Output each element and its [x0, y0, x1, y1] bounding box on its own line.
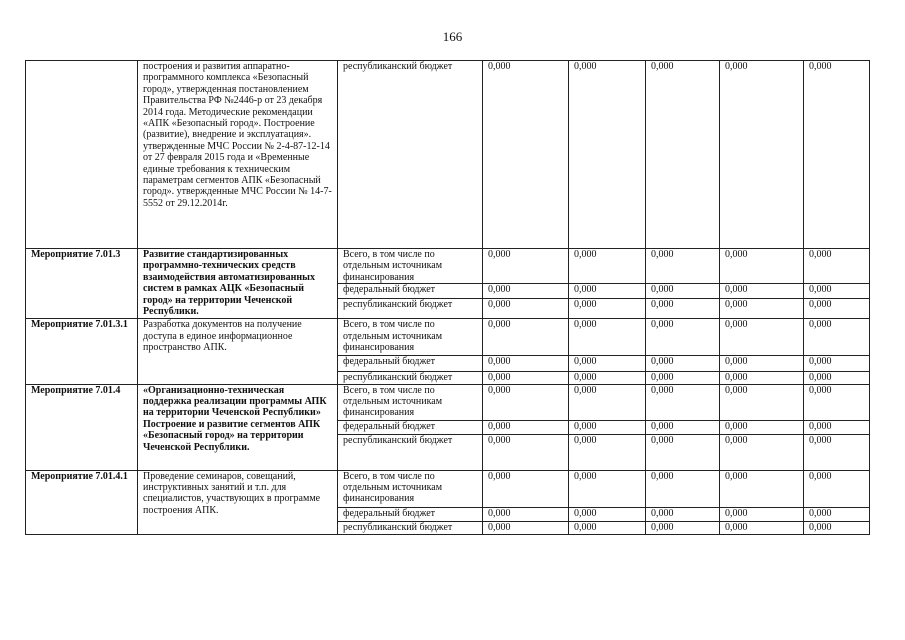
funding-value-cell: 0,000	[569, 521, 646, 534]
funding-value-cell: 0,000	[483, 470, 569, 507]
funding-value-cell: 0,000	[720, 507, 804, 521]
funding-source-cell: республиканский бюджет	[338, 521, 483, 534]
funding-value-cell: 0,000	[569, 420, 646, 434]
funding-value-cell: 0,000	[720, 61, 804, 249]
funding-value-cell: 0,000	[646, 384, 720, 420]
funding-value-cell: 0,000	[804, 372, 870, 384]
funding-source-cell: федеральный бюджет	[338, 356, 483, 372]
funding-value-cell: 0,000	[646, 319, 720, 356]
funding-value-cell: 0,000	[483, 356, 569, 372]
funding-value-cell: 0,000	[569, 249, 646, 284]
table-row	[26, 319, 870, 356]
funding-value-cell: 0,000	[483, 507, 569, 521]
funding-value-cell: 0,000	[569, 372, 646, 384]
funding-value-cell: 0,000	[646, 420, 720, 434]
funding-value-cell: 0,000	[720, 384, 804, 420]
funding-value-cell: 0,000	[569, 434, 646, 470]
funding-value-cell: 0,000	[804, 356, 870, 372]
funding-source-cell: республиканский бюджет	[338, 299, 483, 319]
funding-value-cell: 0,000	[720, 284, 804, 299]
funding-value-cell: 0,000	[720, 521, 804, 534]
funding-value-cell: 0,000	[720, 470, 804, 507]
table-row	[26, 384, 870, 420]
funding-source-cell: республиканский бюджет	[338, 434, 483, 470]
funding-value-cell: 0,000	[569, 507, 646, 521]
funding-source-cell: федеральный бюджет	[338, 420, 483, 434]
funding-value-cell: 0,000	[569, 61, 646, 249]
event-id-cell: Мероприятие 7.01.3	[26, 249, 138, 319]
program-activities-table	[25, 60, 870, 535]
funding-value-cell: 0,000	[804, 507, 870, 521]
funding-source-cell: республиканский бюджет	[338, 61, 483, 249]
funding-source-cell: Всего, в том числе по отдельным источникам финансирования	[338, 384, 483, 420]
funding-value-cell: 0,000	[483, 420, 569, 434]
funding-value-cell: 0,000	[804, 420, 870, 434]
funding-value-cell: 0,000	[483, 299, 569, 319]
funding-value-cell: 0,000	[646, 249, 720, 284]
funding-value-cell: 0,000	[720, 420, 804, 434]
funding-value-cell: 0,000	[804, 249, 870, 284]
event-description-cell: построения и развития аппаратно-программного комплекса «Безопасный город», утвержденная постановлением Правительства РФ №2446-р от 23 декабря 2014 года. Методические рекомендации «АПК «Безопасный город». Построение (развитие), внедрение и эксплуатация». утвержденные МЧС России № 2-4-87-12-14 от 27 февраля 2015 года и «Временные единые требования к техническим параметрам сегментов АПК «Безопасный город». утвержденные МЧС России № 14-7-5552 от 29.12.2014г.	[138, 61, 338, 249]
funding-source-cell: федеральный бюджет	[338, 284, 483, 299]
funding-value-cell: 0,000	[646, 372, 720, 384]
table-row	[26, 470, 870, 507]
funding-value-cell: 0,000	[569, 470, 646, 507]
funding-value-cell: 0,000	[720, 356, 804, 372]
funding-value-cell: 0,000	[646, 284, 720, 299]
funding-source-cell: Всего, в том числе по отдельным источникам финансирования	[338, 470, 483, 507]
funding-value-cell: 0,000	[646, 521, 720, 534]
funding-value-cell: 0,000	[569, 319, 646, 356]
funding-value-cell: 0,000	[720, 372, 804, 384]
funding-value-cell: 0,000	[646, 470, 720, 507]
event-id-cell	[26, 61, 138, 249]
funding-source-cell: Всего, в том числе по отдельным источникам финансирования	[338, 249, 483, 284]
funding-value-cell: 0,000	[720, 299, 804, 319]
funding-value-cell: 0,000	[483, 284, 569, 299]
funding-source-cell: Всего, в том числе по отдельным источникам финансирования	[338, 319, 483, 356]
funding-value-cell: 0,000	[646, 434, 720, 470]
funding-value-cell: 0,000	[804, 470, 870, 507]
funding-value-cell: 0,000	[483, 61, 569, 249]
funding-value-cell: 0,000	[804, 384, 870, 420]
funding-value-cell: 0,000	[483, 249, 569, 284]
funding-value-cell: 0,000	[569, 356, 646, 372]
funding-value-cell: 0,000	[804, 61, 870, 249]
funding-value-cell: 0,000	[804, 521, 870, 534]
funding-value-cell: 0,000	[720, 249, 804, 284]
funding-value-cell: 0,000	[804, 284, 870, 299]
page-number: 166	[442, 29, 463, 44]
event-description-cell: Разработка документов на получение доступа в единое информационное пространство АПК.	[138, 319, 338, 384]
funding-value-cell: 0,000	[483, 384, 569, 420]
funding-value-cell: 0,000	[646, 356, 720, 372]
funding-value-cell: 0,000	[569, 299, 646, 319]
event-id-cell: Мероприятие 7.01.4	[26, 384, 138, 470]
funding-value-cell: 0,000	[720, 434, 804, 470]
event-description-cell: «Организационно-техническая поддержка реализации программы АПК на территории Чеченской Республики» Построение и развитие сегментов АПК «Безопасный город» на территории Чеченской Республики.	[138, 384, 338, 470]
funding-value-cell: 0,000	[720, 319, 804, 356]
funding-value-cell: 0,000	[646, 507, 720, 521]
funding-value-cell: 0,000	[646, 61, 720, 249]
funding-value-cell: 0,000	[569, 284, 646, 299]
funding-value-cell: 0,000	[804, 319, 870, 356]
funding-value-cell: 0,000	[804, 299, 870, 319]
funding-value-cell: 0,000	[483, 372, 569, 384]
funding-value-cell: 0,000	[483, 521, 569, 534]
funding-value-cell: 0,000	[569, 384, 646, 420]
event-id-cell: Мероприятие 7.01.4.1	[26, 470, 138, 534]
event-id-cell: Мероприятие 7.01.3.1	[26, 319, 138, 384]
funding-value-cell: 0,000	[483, 434, 569, 470]
funding-source-cell: республиканский бюджет	[338, 372, 483, 384]
funding-value-cell: 0,000	[804, 434, 870, 470]
funding-value-cell: 0,000	[646, 299, 720, 319]
table-row	[26, 249, 870, 284]
table-row	[26, 61, 870, 249]
funding-source-cell: федеральный бюджет	[338, 507, 483, 521]
funding-value-cell: 0,000	[483, 319, 569, 356]
event-description-cell: Развитие стандартизированных программно-технических средств взаимодействия автоматизированных систем в рамках АЦК «Безопасный город» на территории Чеченской Республики.	[138, 249, 338, 319]
event-description-cell: Проведение семинаров, совещаний, инструктивных занятий и т.п. для специалистов, участвующих в программе построения АПК.	[138, 470, 338, 534]
